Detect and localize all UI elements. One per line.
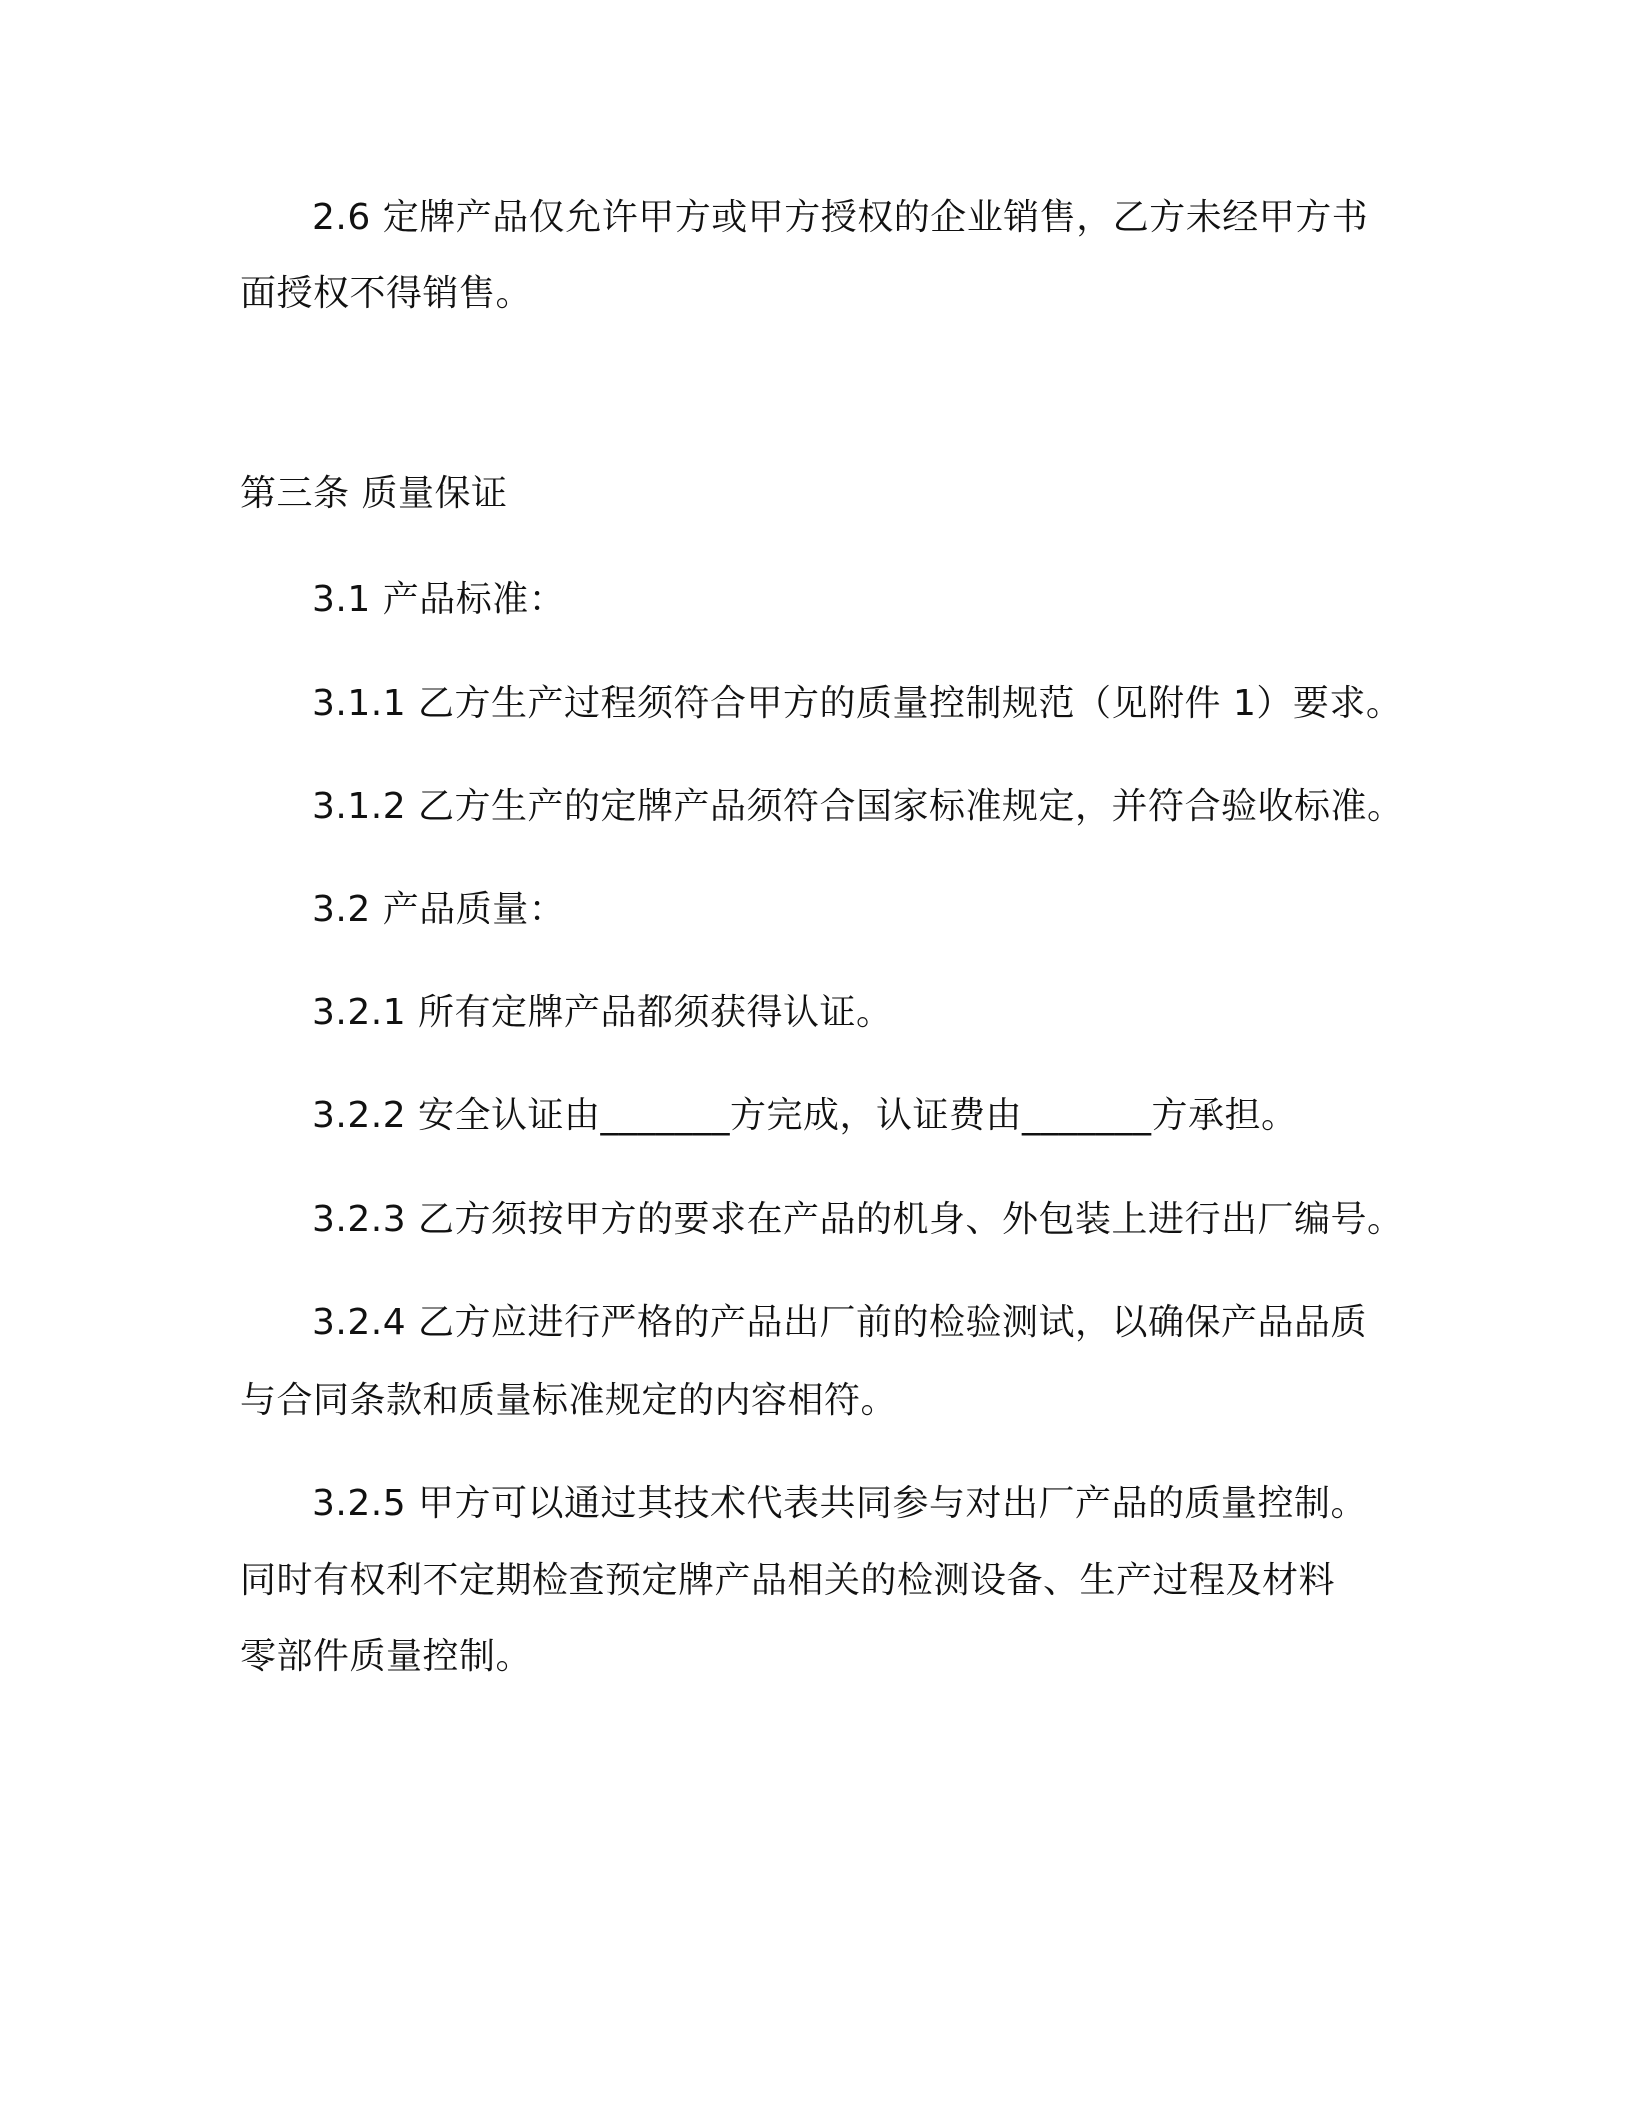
clause-3-1-2: 3.1.2 乙方生产的定牌产品须符合国家标准规定，并符合验收标准。 [312, 786, 1404, 827]
clause-3-2-5-line-2: 同时有权利不定期检查预定牌产品相关的检测设备、生产过程及材料 [240, 1560, 1336, 1601]
clause-3-2-1: 3.2.1 所有定牌产品都须获得认证。 [312, 992, 893, 1033]
clause-3-2-4-line-2: 与合同条款和质量标准规定的内容相符。 [240, 1380, 898, 1421]
clause-3-2-5-line-1: 3.2.5 甲方可以通过其技术代表共同参与对出厂产品的质量控制。 [312, 1483, 1368, 1524]
clause-2-6-line-2: 面授权不得销售。 [240, 273, 533, 314]
clause-3-2: 3.2 产品质量： [312, 889, 566, 930]
clause-3-2-5-line-3: 零部件质量控制。 [240, 1636, 533, 1677]
clause-3-1-1: 3.1.1 乙方生产过程须符合甲方的质量控制规范（见附件 1）要求。 [312, 683, 1403, 724]
clause-3-2-2: 3.2.2 安全认证由_______方完成，认证费由_______方承担。 [312, 1095, 1298, 1136]
clause-3-2-3: 3.2.3 乙方须按甲方的要求在产品的机身、外包装上进行出厂编号。 [312, 1199, 1404, 1240]
article-3-heading: 第三条 质量保证 [240, 473, 508, 514]
clause-3-2-4-line-1: 3.2.4 乙方应进行严格的产品出厂前的检验测试，以确保产品品质 [312, 1302, 1368, 1343]
clause-2-6-line-1: 2.6 定牌产品仅允许甲方或甲方授权的企业销售，乙方未经甲方书 [312, 197, 1369, 238]
clause-3-1: 3.1 产品标准： [312, 579, 566, 620]
